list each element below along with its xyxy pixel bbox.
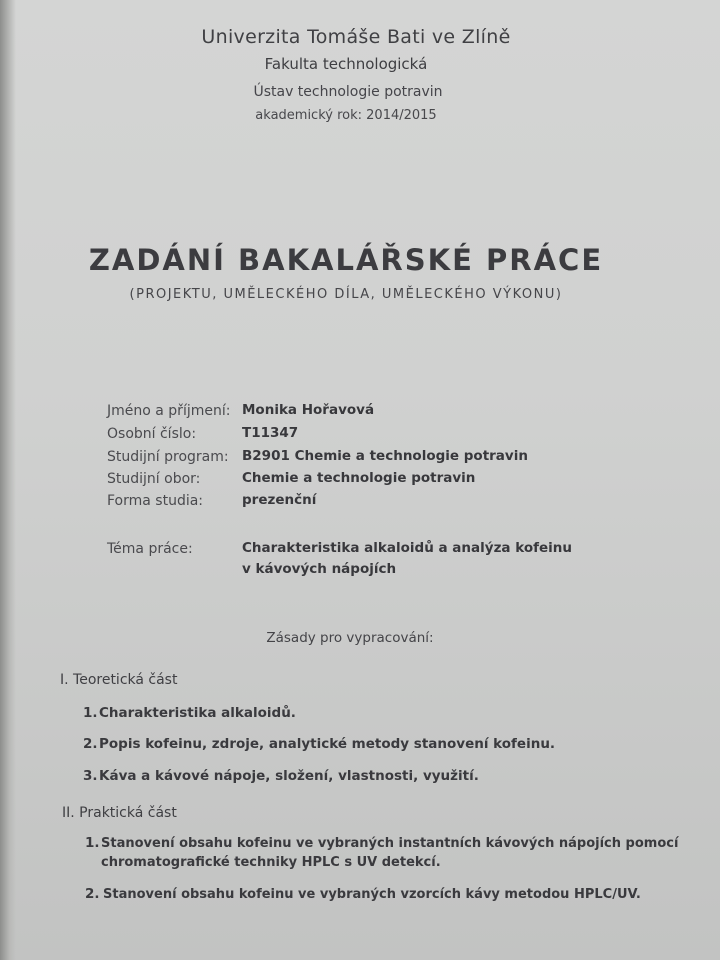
theory-item-text: Charakteristika alkaloidů. xyxy=(99,705,296,721)
program-value: B2901 Chemie a technologie potravin xyxy=(242,448,528,464)
document-subtitle: (PROJEKTU, UMĚLECKÉHO DÍLA, UMĚLECKÉHO VÝKONU) xyxy=(129,287,563,302)
personal-number-value: T11347 xyxy=(242,425,299,441)
topic-value-line1: Charakteristika alkaloidů a analýza kofeinu xyxy=(242,540,573,556)
theory-section-heading: I. Teoretická část xyxy=(60,672,178,688)
form-label: Forma studia: xyxy=(107,493,204,509)
practical-item-text-line1: Stanovení obsahu kofeinu ve vybraných instantních kávových nápojích pomocí xyxy=(101,836,679,851)
theory-item-number: 1. xyxy=(83,705,98,721)
academic-year: akademický rok: 2014/2015 xyxy=(255,108,437,123)
theory-item-text: Káva a kávové nápoje, složení, vlastnosti, využití. xyxy=(99,768,479,784)
university-name: Univerzita Tomáše Bati ve Zlíně xyxy=(201,26,511,48)
name-value: Monika Hořavová xyxy=(242,402,375,418)
form-value: prezenční xyxy=(242,492,317,508)
institute-name: Ústav technologie potravin xyxy=(253,84,443,100)
practical-item-text-line1: Stanovení obsahu kofeinu ve vybraných vzorcích kávy metodou HPLC/UV. xyxy=(103,887,641,902)
theory-item-number: 3. xyxy=(83,768,98,784)
practical-section-heading: II. Praktická část xyxy=(62,805,177,821)
guidelines-heading: Zásady pro vypracování: xyxy=(266,630,434,646)
theory-item-number: 2. xyxy=(83,736,98,752)
practical-item-number: 1. xyxy=(85,835,100,851)
topic-value-line2: v kávových nápojích xyxy=(242,561,397,577)
topic-label: Téma práce: xyxy=(107,541,193,557)
practical-item-text-line2: chromatografické techniky HPLC s UV detekcí. xyxy=(101,855,441,870)
practical-item-number: 2. xyxy=(85,886,100,902)
field-label: Studijní obor: xyxy=(107,471,201,487)
name-label: Jméno a příjmení: xyxy=(107,403,231,419)
faculty-name: Fakulta technologická xyxy=(264,55,428,73)
page-edge-shadow xyxy=(0,0,16,960)
theory-item-text: Popis kofeinu, zdroje, analytické metody stanovení kofeinu. xyxy=(99,736,556,752)
document-title: ZADÁNÍ BAKALÁŘSKÉ PRÁCE xyxy=(88,243,604,277)
personal-number-label: Osobní číslo: xyxy=(107,426,197,442)
field-value: Chemie a technologie potravin xyxy=(242,470,476,486)
program-label: Studijní program: xyxy=(107,449,229,465)
